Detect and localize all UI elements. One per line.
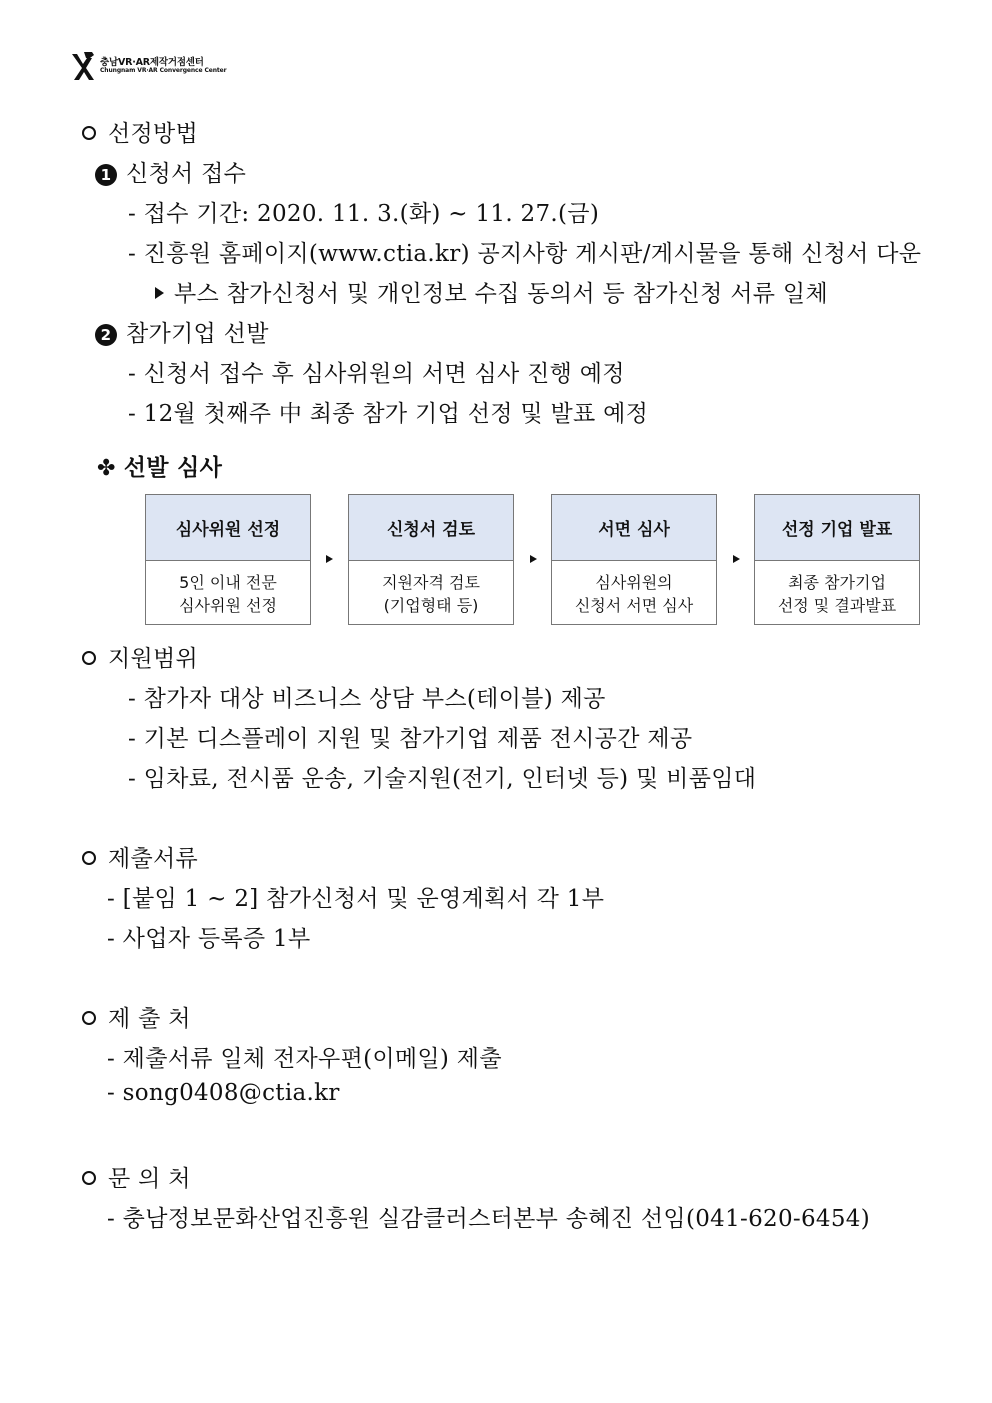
flow-arrow-icon	[530, 555, 537, 563]
flow-step	[551, 494, 717, 625]
number-one-icon: 1	[95, 164, 117, 186]
support-item: - 기본 디스플레이 지원 및 참가기업 제품 전시공간 제공	[128, 726, 693, 752]
circle-bullet-icon	[82, 851, 96, 865]
number-two-icon: 2	[95, 324, 117, 346]
club-icon: ✤	[97, 456, 116, 481]
flow-step-desc: 심사위원 선정	[179, 595, 277, 615]
step2-title: 2 참가기업 선발	[95, 315, 269, 348]
circle-bullet-icon	[82, 126, 96, 140]
xr-logo-icon	[70, 50, 96, 82]
step1-title: 1 신청서 접수	[95, 155, 246, 188]
flow-step-title: 심사위원 선정	[146, 495, 310, 561]
flow-step-desc: 심사위원의	[595, 572, 673, 592]
step1-sub-item: 부스 참가신청서 및 개인정보 수집 동의서 등 참가신청 서류 일체	[155, 275, 828, 308]
flow-step-desc: 5인 이내 전문	[179, 572, 277, 592]
flow-step	[348, 494, 514, 625]
flow-step-desc: 선정 및 결과발표	[777, 595, 897, 615]
logo-korean-text: 충남VR·AR제작거점센터	[100, 56, 204, 68]
documents-item: - 사업자 등록증 1부	[107, 926, 311, 952]
circle-bullet-icon	[82, 1171, 96, 1185]
support-heading: 지원범위	[82, 640, 198, 673]
documents-heading: 제출서류	[82, 840, 198, 873]
step1-item: - 접수 기간: 2020. 11. 3.(화) ~ 11. 27.(금)	[128, 201, 600, 227]
support-item: - 임차료, 전시품 운송, 기술지원(전기, 인터넷 등) 및 비품임대	[128, 766, 757, 792]
submit-heading: 제 출 처	[82, 1000, 191, 1033]
step2-item: - 신청서 접수 후 심사위원의 서면 심사 진행 예정	[128, 361, 625, 387]
flow-arrow-icon	[326, 555, 333, 563]
flow-step-desc: 최종 참가기업	[788, 572, 886, 592]
triangle-bullet-icon	[155, 287, 164, 299]
flow-arrow-icon	[733, 555, 740, 563]
flow-step-title: 신청서 검토	[349, 495, 513, 561]
flow-step	[145, 494, 311, 625]
flow-step-title: 선정 기업 발표	[755, 495, 919, 561]
circle-bullet-icon	[82, 651, 96, 665]
step2-item: - 12월 첫째주 中 최종 참가 기업 선정 및 발표 예정	[128, 401, 649, 427]
flow-step-desc: (기업형태 등)	[383, 595, 479, 615]
logo-english-text: Chungnam VR·AR Convergence Center	[100, 66, 227, 74]
step1-item: - 진흥원 홈페이지(www.ctia.kr) 공지사항 게시판/게시물을 통해 신청서 다운	[128, 241, 922, 267]
documents-item: - [붙임 1 ~ 2] 참가신청서 및 운영계획서 각 1부	[107, 886, 605, 912]
flow-step-desc: 신청서 서면 심사	[574, 595, 694, 615]
selection-heading: 선정방법	[82, 115, 198, 148]
circle-bullet-icon	[82, 1011, 96, 1025]
support-item: - 참가자 대상 비즈니스 상담 부스(테이블) 제공	[128, 686, 606, 712]
submit-email: - song0408@ctia.kr	[107, 1080, 340, 1106]
flow-step	[754, 494, 920, 625]
org-logo	[70, 50, 227, 82]
submit-item: - 제출서류 일체 전자우편(이메일) 제출	[107, 1046, 502, 1072]
contact-item: - 충남정보문화산업진흥원 실감클러스터본부 송혜진 선임(041-620-6454)	[107, 1206, 870, 1232]
flow-step-title: 서면 심사	[552, 495, 716, 561]
review-heading: ✤ 선발 심사	[97, 455, 223, 481]
contact-heading: 문 의 처	[82, 1160, 191, 1193]
flow-step-desc: 지원자격 검토	[382, 572, 480, 592]
